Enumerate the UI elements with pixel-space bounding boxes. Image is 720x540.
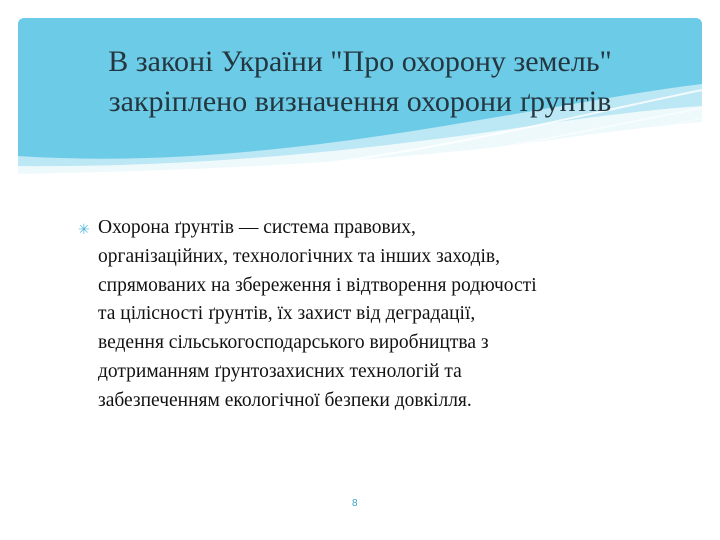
bullet-item [78,214,668,416]
asterisk-bullet-icon: ✳ [78,222,90,238]
bullet-line: спрямованих на збереження і відтворення родючості [98,274,537,296]
bullet-line: забезпеченням екологічної безпеки довкілля. [98,389,472,411]
content-area [78,214,668,416]
bullet-line: та цілісності ґрунтів, їх захист від деградації, [98,303,476,325]
bullet-text [98,214,668,416]
bullet-line: організаційних, технологічних та інших заходів, [98,245,501,267]
bullet-line: дотриманням ґрунтозахисних технологій та [98,360,462,382]
page-number: 8 [352,498,358,509]
title-banner [18,18,702,174]
bullet-line: Охорона ґрунтів — система правових, [98,217,416,238]
title-line-1: В законі України "Про охорону земель" [108,45,612,78]
bullet-line: ведення сільськогосподарського виробництва з [98,332,489,354]
slide-title [18,42,702,122]
title-line-2: закріплено визначення охорони ґрунтів [108,85,612,118]
